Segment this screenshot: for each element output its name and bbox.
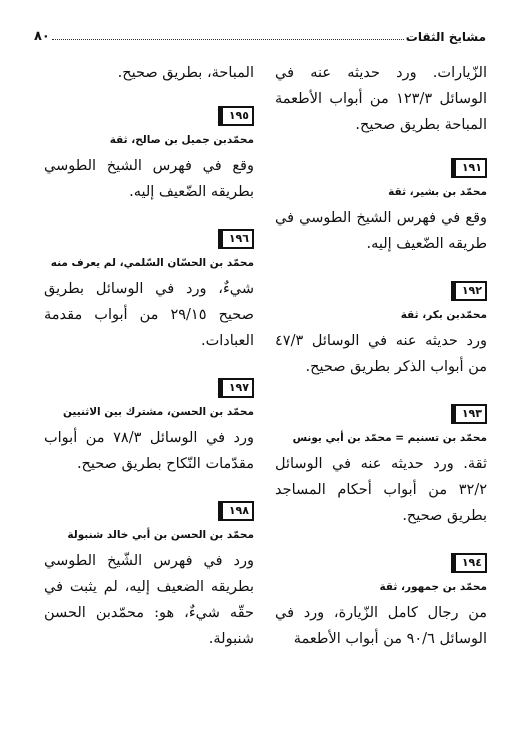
entry-text: ورد في فهرس الشّيخ الطوسي بطريقه الضعيف إليه، لم يثبت في حقّه شيءٌ، هو: محمّدبن الحسن شنبولة. <box>44 553 254 647</box>
entry-number-badge: ١٩٨ <box>218 501 254 521</box>
running-title: مشايخ الثقات <box>405 30 486 44</box>
page-number: ٨٠ <box>34 29 50 44</box>
left-column <box>44 60 254 674</box>
entry-heading: محمّد بن الحسن، مشترك بين الاثنيين <box>62 406 254 418</box>
entry-text: شيءٌ، ورد في الوسائل بطريق صحيح ٢٩/١٥ من أبواب مقدمة العبادات. <box>44 281 254 349</box>
entry <box>44 376 254 477</box>
entry-number-badge: ١٩٧ <box>218 378 254 398</box>
entry-number-badge: ١٩٥ <box>218 106 254 126</box>
entry-text: ورد حديثه عنه في الوسائل ٤٧/٣ من أبواب الذكر بطريق صحيح. <box>275 333 487 375</box>
entry <box>44 499 254 652</box>
entry <box>275 156 487 257</box>
entry-number-badge: ١٩٦ <box>218 229 254 249</box>
entry <box>44 227 254 354</box>
entry-number-badge: ١٩٣ <box>451 404 487 424</box>
entry-text: من رجال كامل الزّيارة، ورد في الوسائل ٩٠/٦ من أبواب الأطعمة <box>275 605 487 647</box>
entry-heading: محمّد بن الحسن بن أبي خالد شنبولة <box>67 529 254 541</box>
entry-text: وقع في فهرس الشيخ الطوسي في طريقه الضّعيف إليه. <box>275 210 487 252</box>
dotted-leader <box>52 39 404 40</box>
entry <box>275 279 487 380</box>
running-head <box>34 26 486 44</box>
entry <box>275 402 487 529</box>
entry-text: ثقة. ورد حديثه عنه في الوسائل ٣٢/٢ من أبواب أحكام المساجد بطريق صحيح. <box>275 456 487 524</box>
entry-heading: محمّد بن جمهور، ثقة <box>379 581 487 593</box>
entry <box>275 551 487 652</box>
entry-text: وقع في فهرس الشيخ الطوسي بطريقه الضّعيف إليه. <box>44 158 254 200</box>
entry-number-badge: ١٩١ <box>451 158 487 178</box>
entry-text: ورد في الوسائل ٧٨/٣ من أبواب مقدّمات النّكاح بطريق صحيح. <box>44 430 254 472</box>
continuation-text: المباحة، بطريق صحيح. <box>117 65 254 81</box>
entry-heading: محمّدبن بكر، ثقة <box>400 309 487 321</box>
entry-heading: محمّد بن تسنيم = محمّد بن أبي يونس <box>292 432 487 444</box>
entry <box>44 104 254 205</box>
continuation-text: الزّيارات. ورد حديثه عنه في الوسائل ١٢٣/٣ من أبواب الأطعمة المباحة بطريق صحيح. <box>275 65 487 133</box>
entry-number-badge: ١٩٢ <box>451 281 487 301</box>
entry-heading: محمّدبن جميل بن صالح، ثقة <box>109 134 254 146</box>
entry-heading: محمّد بن بشير، ثقة <box>388 186 487 198</box>
right-column <box>275 60 487 674</box>
entry-number-badge: ١٩٤ <box>451 553 487 573</box>
entry-heading: محمّد بن الحسّان السّلمي، لم يعرف منه <box>50 257 254 269</box>
